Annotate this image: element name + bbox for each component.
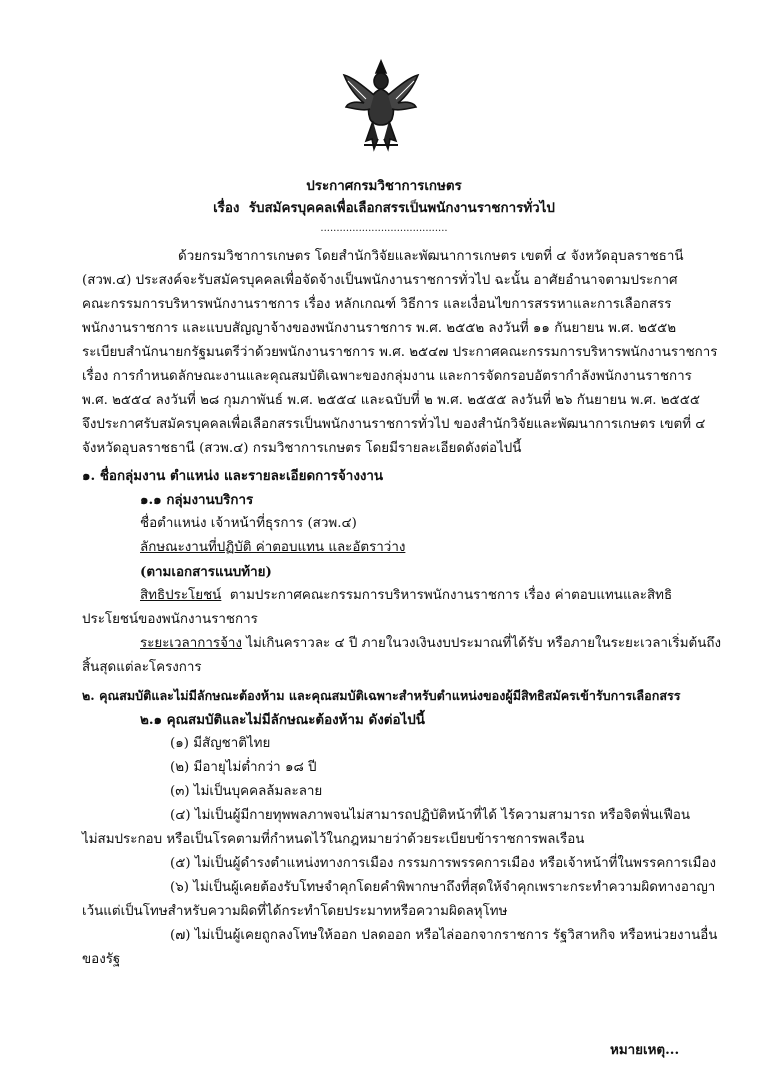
intro-line: คณะกรรมการบริหารพนักงานราชการ เรื่อง หลักเกณฑ์ วิธีการ และเงื่อนไขการสรรหาและการเลือกสรร [82,297,672,312]
qualification-item-cont: เว้นแต่เป็นโทษสำหรับความผิดที่ได้กระทำโดยประมาทหรือความผิดลหุโทษ [82,904,508,919]
org-title: ประกาศกรมวิชาการเกษตร [306,178,462,194]
intro-line: จังหวัดอุบลราชธานี (สวพ.๔) กรมวิชาการเกษตร โดยมีรายละเอียดดังต่อไปนี้ [82,441,522,456]
section2-sub-heading: ๒.๑ คุณสมบัติและไม่มีลักษณะต้องห้าม ดังต่อไปนี้ [140,712,425,728]
intro-line: ระเบียบสำนักนายกรัฐมนตรีว่าด้วยพนักงานราชการ พ.ศ. ๒๕๔๗ ประกาศคณะกรรมการบริหารพนักงานราชการ [82,345,718,360]
position-title: ชื่อตำแหน่ง เจ้าหน้าที่ธุรการ (สวพ.๔) [140,516,357,531]
qualification-item: (๗) ไม่เป็นผู้เคยถูกลงโทษให้ออก ปลดออก หรือไล่ออกจากราชการ รัฐวิสาหกิจ หรือหน่วยงานอื่น [170,928,718,943]
period-label: ระยะเวลาการจ้าง [140,636,242,651]
intro-line: พ.ศ. ๒๕๕๔ ลงวันที่ ๒๘ กุมภาพันธ์ พ.ศ. ๒๕๕๔ และฉบับที่ ๒ พ.ศ. ๒๕๕๕ ลงวันที่ ๒๖ กันยายน พ.ศ. ๒๕๕๕ [82,393,700,408]
section1-sub-heading: ๑.๑ กลุ่มงานบริการ [140,492,254,508]
intro-line: พนักงานราชการ และแบบสัญญาจ้างของพนักงานราชการ พ.ศ. ๒๕๕๒ ลงวันที่ ๑๑ กันยายน พ.ศ. ๒๕๕๒ [82,321,677,336]
intro-line: ด้วยกรมวิชาการเกษตร โดยสำนักวิจัยและพัฒนาการเกษตร เขตที่ ๔ จังหวัดอุบลราชธานี [178,249,684,264]
job-nature-link: ลักษณะงานที่ปฏิบัติ ค่าตอบแทน และอัตราว่าง [140,540,406,555]
header-separator: ........................................ [320,223,448,234]
qualification-item: (๖) ไม่เป็นผู้เคยต้องรับโทษจำคุกโดยคำพิพากษาถึงที่สุดให้จำคุกเพราะกระทำความผิดทางอาญา [170,880,716,895]
continued-footer: หมายเหตุ... [610,1042,680,1058]
benefits-text: ตามประกาศคณะกรรมการบริหารพนักงานราชการ เรื่อง ค่าตอบแทนและสิทธิ [229,588,673,603]
benefits-label: สิทธิประโยชน์ [140,588,222,603]
qualification-item-cont: ของรัฐ [82,952,121,967]
subject-line [0,198,768,218]
qualification-item: (๒) มีอายุไม่ต่ำกว่า ๑๘ ปี [170,760,317,775]
section1-heading: ๑. ชื่อกลุ่มงาน ตำแหน่ง และรายละเอียดการจ้างงาน [82,468,384,484]
benefits-line [140,586,672,606]
garuda-emblem-icon [340,55,422,155]
period-text: ไม่เกินคราวละ ๔ ปี ภายในวงเงินงบประมาณที่ได้รับ หรือภายในระยะเวลาเริ่มต้นถึง [246,636,722,651]
subject-text: รับสมัครบุคคลเพื่อเลือกสรรเป็นพนักงานราชการทั่วไป [248,200,555,216]
subject-label: เรื่อง [213,200,240,216]
intro-line: จึงประกาศรับสมัครบุคคลเพื่อเลือกสรรเป็นพนักงานราชการทั่วไป ของสำนักวิจัยและพัฒนาการเกษตร เขตที่ ๔ [82,417,706,432]
attachment-note: (ตามเอกสารแนบท้าย) [140,564,272,580]
intro-line: (สวพ.๔) ประสงค์จะรับสมัครบุคคลเพื่อจัดจ้างเป็นพนักงานราชการทั่วไป ฉะนั้น อาศัยอำนาจตามประกาศ [82,273,678,288]
qualification-item: (๕) ไม่เป็นผู้ดำรงตำแหน่งทางการเมือง กรรมการพรรคการเมือง หรือเจ้าหน้าที่ในพรรคการเมือง [170,856,717,871]
qualification-item: (๔) ไม่เป็นผู้มีกายทุพพลภาพจนไม่สามารถปฏิบัติหน้าที่ได้ ไร้ความสามารถ หรือจิตฟั่นเฟือน [170,808,691,823]
period-line [140,634,721,654]
benefits-cont: ประโยชน์ของพนักงานราชการ [82,612,258,627]
period-cont: สิ้นสุดแต่ละโครงการ [82,660,202,675]
intro-line: เรื่อง การกำหนดลักษณะงานและคุณสมบัติเฉพาะของกลุ่มงาน และการจัดกรอบอัตรากำลังพนักงานราชการ [82,369,692,384]
qualification-item: (๓) ไม่เป็นบุคคลล้มละลาย [170,784,323,799]
section2-heading: ๒. คุณสมบัติและไม่มีลักษณะต้องห้าม และคุณสมบัติเฉพาะสำหรับตำแหน่งของผู้มีสิทธิสมัครเข้ารับการเลือกสรร [82,688,681,703]
qualification-item-cont: ไม่สมประกอบ หรือเป็นโรคตามที่กำหนดไว้ในกฎหมายว่าด้วยระเบียบข้าราชการพลเรือน [82,832,585,847]
qualification-item: (๑) มีสัญชาติไทย [170,736,271,751]
